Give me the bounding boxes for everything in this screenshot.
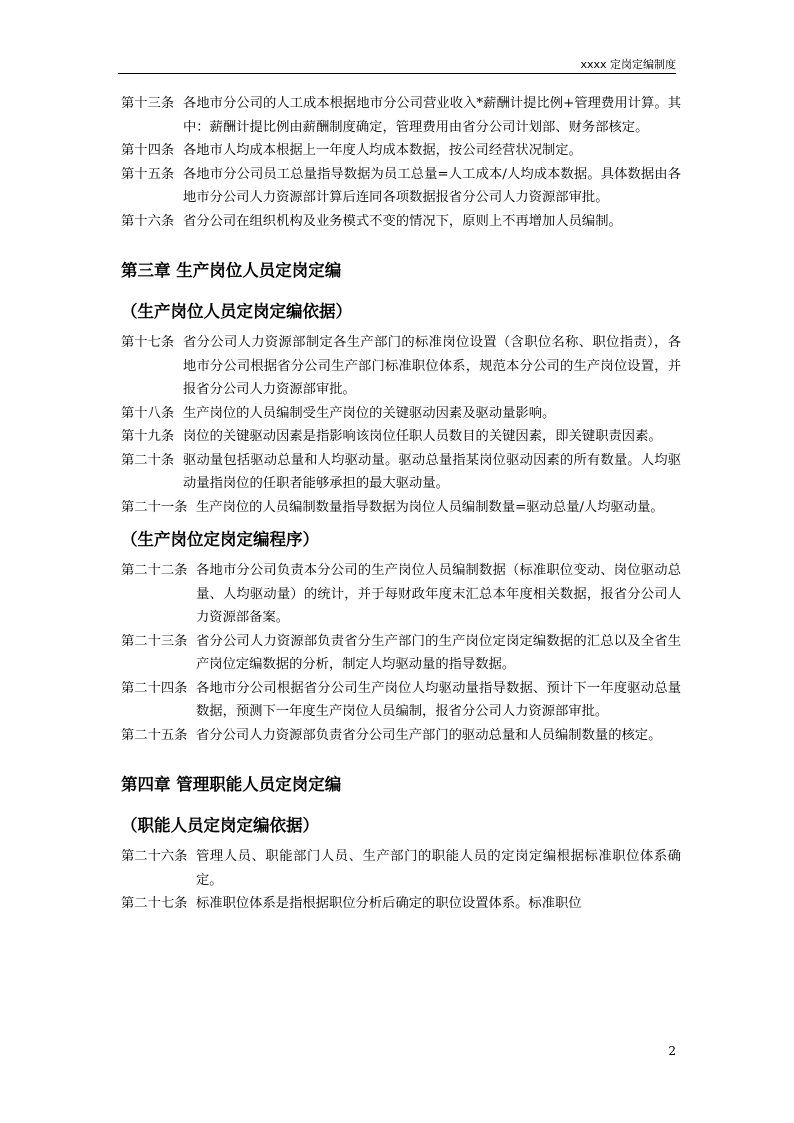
article-text: 管理人员、职能部门人员、生产部门的职能人员的定岗定编根据标准职位体系确定。: [196, 849, 681, 888]
article-text: 岗位的关键驱动因素是指影响该岗位任职人员数目的关键因素，即关键职责因素。: [183, 429, 662, 444]
chapter-heading: 第四章 管理职能人员定岗定编: [121, 775, 342, 794]
article-label: 第二十二条: [121, 563, 188, 578]
article-label: 第十五条: [121, 166, 175, 182]
article-20: [121, 449, 681, 496]
article-text: 各地市分公司负责本分公司的生产岗位人员编制数据（标准职位变动、岗位驱动总量、人均驱动量）的统计，并于每财政年度末汇总本年度相关数据，报省分公司人力资源部备案。: [196, 563, 681, 625]
article-text: 各地市人均成本根据上一年度人均成本数据，按公司经营状况制定。: [183, 143, 582, 158]
article-label: 第二十六条: [121, 849, 188, 864]
article-label: 第十三条: [121, 96, 175, 111]
article-text: 标准职位体系是指根据职位分析后确定的职位设置体系。标准职位: [196, 896, 582, 911]
article-19: [121, 425, 681, 449]
article-text: 生产岗位的人员编制受生产岗位的关键驱动因素及驱动量影响。: [183, 405, 556, 421]
section-heading: （生产岗位定岗定编程序）: [121, 530, 319, 549]
article-text: 驱动量包括驱动总量和人均驱动量。驱动总量指某岗位驱动因素的所有数量。人均驱动量指岗位的任职者能够承担的最大驱动量。: [183, 452, 681, 491]
article-label: 第十四条: [121, 143, 175, 158]
article-22: [121, 559, 681, 630]
section-heading: （职能人员定岗定编依据）: [121, 816, 319, 835]
article-27: [121, 892, 681, 916]
article-26: [121, 845, 681, 892]
article-text: 省分公司在组织机构及业务模式不变的情况下，原则上不再增加人员编制。: [183, 213, 622, 229]
article-text: 各地市分公司的人工成本根据地市分公司营业收入*薪酬计提比例+管理费用计算。其中：薪酬计提比例由薪酬制度确定，管理费用由省分公司计划部、财务部核定。: [183, 96, 681, 135]
article-text: 生产岗位的人员编制数量指导数据为岗位人员编制数量=驱动总量/人均驱动量。: [196, 499, 664, 515]
article-label: 第二十一条: [121, 499, 188, 515]
article-text: 省分公司人力资源部负责省分公司生产部门的驱动总量和人员编制数量的核定。: [196, 727, 662, 743]
article-23: [121, 630, 681, 677]
header-title: xxxx 定岗定编制度: [580, 58, 676, 71]
article-label: 第二十四条: [121, 680, 188, 696]
article-24: [121, 677, 681, 724]
article-16: [121, 210, 681, 234]
article-label: 第二十三条: [121, 633, 188, 649]
article-text: 省分公司人力资源部制定各生产部门的标准岗位设置（含职位名称、职位指责），各地市分公司根据省分公司生产部门标准职位体系，规范本分公司的生产岗位设置，并报省分公司人力资源部审批。: [183, 335, 681, 397]
article-label: 第二十七条: [121, 896, 188, 911]
article-label: 第十七条: [121, 335, 175, 350]
article-label: 第十六条: [121, 213, 175, 229]
article-13: [121, 92, 681, 139]
document-body: [121, 92, 681, 916]
section-heading: （生产岗位人员定岗定编依据）: [121, 302, 352, 321]
page-number: 2: [668, 1044, 676, 1058]
article-15: [121, 163, 681, 210]
article-label: 第十八条: [121, 405, 175, 421]
article-text: 各地市分公司根据省分公司生产岗位人均驱动量指导数据、预计下一年度驱动总量数据，预测下一年度生产岗位人员编制，报省分公司人力资源部审批。: [196, 680, 681, 719]
article-17: [121, 331, 681, 402]
article-label: 第二十五条: [121, 727, 188, 743]
article-14: [121, 139, 681, 163]
article-text: 省分公司人力资源部负责省分生产部门的生产岗位定岗定编数据的汇总以及全省生产岗位定编数据的分析，制定人均驱动量的指导数据。: [196, 633, 681, 672]
article-label: 第十九条: [121, 429, 175, 444]
article-21: [121, 496, 681, 520]
chapter-heading: 第三章 生产岗位人员定岗定编: [121, 261, 342, 280]
article-text: 各地市分公司员工总量指导数据为员工总量=人工成本/人均成本数据。具体数据由各地市分公司人力资源部计算后连同各项数据报省分公司人力资源部审批。: [183, 166, 681, 205]
header-divider: [118, 73, 676, 74]
article-18: [121, 402, 681, 426]
article-label: 第二十条: [121, 452, 175, 468]
article-25: [121, 724, 681, 748]
